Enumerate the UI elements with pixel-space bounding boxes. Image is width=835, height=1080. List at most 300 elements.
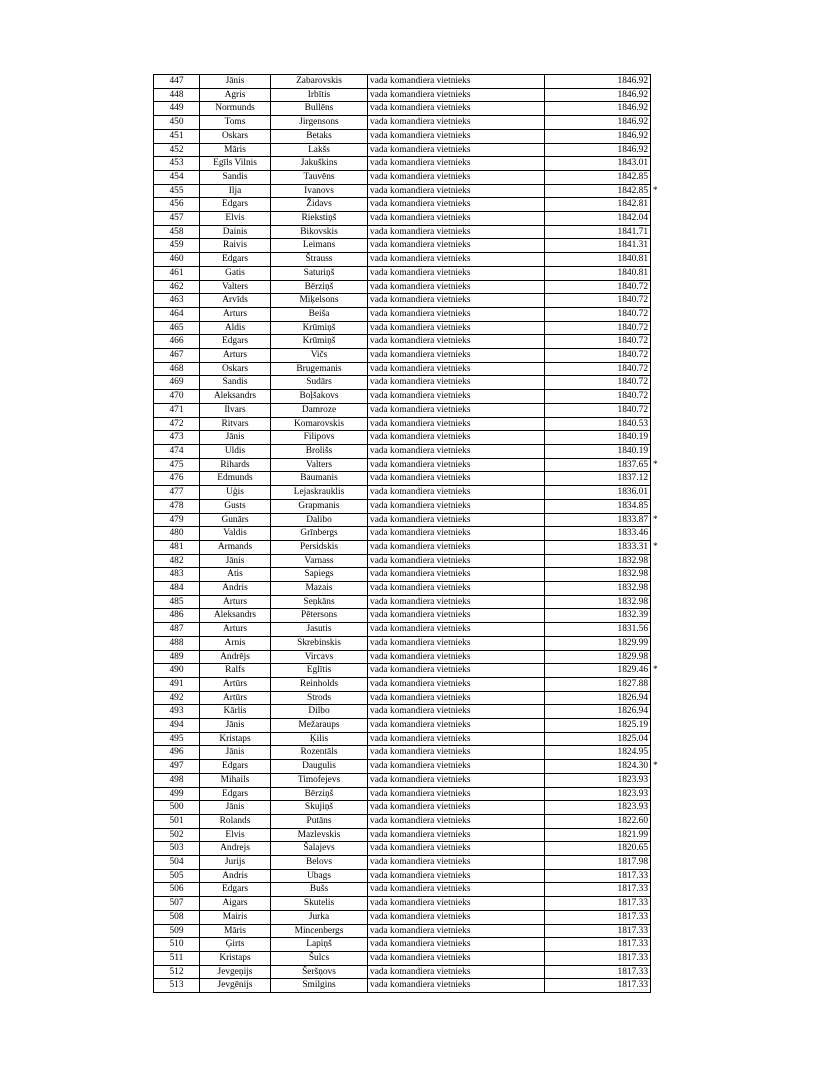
table-row (154, 349, 651, 363)
position-cell (368, 431, 545, 445)
first-name-cell (200, 554, 271, 568)
table-row (154, 170, 651, 184)
score-cell-text: 1846.92 (617, 76, 648, 86)
row-number (154, 842, 200, 856)
last-name-cell (271, 321, 368, 335)
first-name-cell-text: Arvīds (222, 295, 248, 306)
position-cell-text: vada komandiera vietnieks (370, 925, 471, 936)
score-cell-text: 1837.65 (617, 459, 648, 470)
table-row (154, 403, 651, 417)
table-row (154, 88, 651, 102)
first-name-cell-text: Māris (224, 925, 246, 936)
score-cell (545, 266, 651, 280)
last-name-cell-text: Dalibo (306, 514, 332, 525)
position-cell-text: vada komandiera vietnieks (370, 514, 471, 525)
last-name-cell (271, 623, 368, 637)
last-name-cell-text: Mazlevskis (297, 829, 341, 840)
first-name-cell (200, 540, 271, 554)
row-number-text: 503 (169, 843, 184, 854)
row-number (154, 938, 200, 952)
score-cell-text: 1833.46 (617, 528, 648, 539)
score-cell-text: 1817.33 (617, 870, 648, 881)
row-number-text: 509 (169, 925, 184, 936)
table-row (154, 513, 651, 527)
table-row (154, 499, 651, 513)
score-cell-text: 1817.33 (617, 898, 648, 909)
position-cell (368, 664, 545, 678)
row-number-text: 484 (169, 583, 184, 594)
position-cell-text: vada komandiera vietnieks (370, 980, 471, 991)
row-number-text: 476 (169, 473, 184, 484)
score-cell-text: 1846.92 (617, 89, 648, 100)
table-row (154, 677, 651, 691)
last-name-cell-text: Varnass (304, 555, 334, 566)
row-number (154, 184, 200, 198)
row-number (154, 170, 200, 184)
row-number (154, 88, 200, 102)
score-cell (545, 568, 651, 582)
first-name-cell (200, 582, 271, 596)
first-name-cell-text: Jānis (225, 555, 245, 566)
table-row (154, 143, 651, 157)
first-name-cell (200, 979, 271, 993)
last-name-cell (271, 390, 368, 404)
last-name-cell-text: Leimans (302, 240, 336, 251)
last-name-cell-text: Ķilis (309, 733, 329, 744)
score-cell-text: 1833.87 (617, 514, 648, 525)
position-cell (368, 472, 545, 486)
last-name-cell-text: Strods (307, 692, 331, 703)
first-name-cell (200, 924, 271, 938)
row-number (154, 732, 200, 746)
first-name-cell-text: Arturs (223, 596, 247, 607)
position-cell-text: vada komandiera vietnieks (370, 377, 471, 388)
row-number (154, 403, 200, 417)
last-name-cell-text: Ivanovs (304, 185, 334, 196)
row-number-text: 485 (169, 596, 184, 607)
score-cell (545, 582, 651, 596)
first-name-cell-text: Jānis (225, 432, 245, 443)
last-name-cell-text: Šulcs (308, 953, 330, 963)
row-number (154, 705, 200, 719)
row-number (154, 979, 200, 993)
score-cell-text: 1817.33 (617, 966, 648, 977)
last-name-cell (271, 157, 368, 171)
last-name-cell-text: Mincenbergs (294, 925, 344, 936)
position-cell (368, 157, 545, 171)
score-cell-text: 1821.99 (617, 829, 648, 840)
last-name-cell (271, 403, 368, 417)
first-name-cell (200, 746, 271, 760)
table-row (154, 897, 651, 911)
position-cell-text: vada komandiera vietnieks (370, 596, 471, 607)
score-cell (545, 842, 651, 856)
table-row (154, 266, 651, 280)
first-name-cell-text: Kārlis (223, 706, 247, 717)
position-cell-text: vada komandiera vietnieks (370, 500, 471, 511)
score-cell (545, 705, 651, 719)
score-cell (545, 719, 651, 733)
position-cell (368, 225, 545, 239)
first-name-cell (200, 609, 271, 623)
score-cell-text: 1834.85 (617, 500, 648, 511)
first-name-cell (200, 787, 271, 801)
position-cell-text: vada komandiera vietnieks (370, 267, 471, 278)
score-cell (545, 472, 651, 486)
row-number (154, 787, 200, 801)
first-name-cell (200, 842, 271, 856)
last-name-cell (271, 773, 368, 787)
score-cell-text: 1841.71 (617, 226, 648, 237)
row-number (154, 568, 200, 582)
score-cell-text: 1840.72 (617, 308, 648, 319)
row-number (154, 390, 200, 404)
last-name-cell-text: Betaks (306, 130, 332, 141)
row-number (154, 869, 200, 883)
first-name-cell (200, 472, 271, 486)
table-row (154, 856, 651, 870)
score-cell (545, 239, 651, 253)
row-number-text: 469 (169, 377, 184, 388)
row-number-text: 506 (169, 884, 184, 895)
table-row (154, 116, 651, 130)
score-cell-text: 1846.92 (617, 103, 648, 114)
first-name-cell-text: Oskars (221, 363, 249, 374)
table-row (154, 979, 651, 993)
first-name-cell-text: Elvis (225, 829, 245, 840)
position-cell (368, 636, 545, 650)
first-name-cell (200, 212, 271, 226)
first-name-cell-text: Mairis (222, 911, 248, 922)
row-number-text: 513 (169, 980, 184, 991)
first-name-cell-text: Rolands (219, 815, 251, 826)
last-name-cell (271, 979, 368, 993)
first-name-cell (200, 513, 271, 527)
position-cell (368, 595, 545, 609)
last-name-cell (271, 499, 368, 513)
first-name-cell-text: Aldis (224, 322, 246, 333)
first-name-cell (200, 321, 271, 335)
score-cell-text: 1820.65 (617, 843, 648, 854)
score-cell (545, 650, 651, 664)
row-number-text: 472 (169, 418, 184, 429)
position-cell-text: vada komandiera vietnieks (370, 76, 471, 86)
position-cell (368, 349, 545, 363)
row-number (154, 814, 200, 828)
last-name-cell (271, 869, 368, 883)
table-row (154, 417, 651, 431)
row-number-text: 494 (169, 720, 184, 731)
score-cell-text: 1817.33 (617, 980, 648, 991)
score-cell (545, 129, 651, 143)
position-cell (368, 705, 545, 719)
last-name-cell-text: Lejaskrauklis (293, 487, 345, 498)
row-number-text: 456 (169, 199, 184, 210)
position-cell-text: vada komandiera vietnieks (370, 747, 471, 758)
position-cell (368, 568, 545, 582)
last-name-cell (271, 458, 368, 472)
score-cell (545, 787, 651, 801)
position-cell (368, 486, 545, 500)
row-number (154, 486, 200, 500)
score-cell-text: 1832.98 (617, 555, 648, 566)
table-row (154, 198, 651, 212)
position-cell (368, 143, 545, 157)
table-row (154, 691, 651, 705)
row-number (154, 910, 200, 924)
position-cell-text: vada komandiera vietnieks (370, 281, 471, 292)
position-cell-text: vada komandiera vietnieks (370, 788, 471, 799)
position-cell (368, 938, 545, 952)
score-cell-text: 1837.12 (617, 473, 648, 484)
score-cell-text: 1817.33 (617, 939, 648, 950)
last-name-cell (271, 527, 368, 541)
row-number-text: 454 (169, 171, 184, 182)
row-number (154, 431, 200, 445)
row-number (154, 664, 200, 678)
table-row (154, 431, 651, 445)
row-number (154, 321, 200, 335)
first-name-cell-text: Jānis (225, 747, 245, 758)
table-row (154, 705, 651, 719)
table-row (154, 280, 651, 294)
last-name-cell (271, 952, 368, 966)
last-name-cell (271, 582, 368, 596)
score-cell (545, 403, 651, 417)
row-number-text: 465 (169, 322, 184, 333)
first-name-cell-text: Arnis (224, 637, 246, 648)
position-cell (368, 910, 545, 924)
score-cell (545, 486, 651, 500)
table-row (154, 869, 651, 883)
position-cell (368, 965, 545, 979)
row-number-text: 491 (169, 678, 184, 689)
position-cell (368, 527, 545, 541)
last-name-cell-text: Bullēns (304, 103, 334, 114)
first-name-cell (200, 143, 271, 157)
ranking-table-body (154, 75, 658, 993)
last-name-cell (271, 719, 368, 733)
first-name-cell-text: Edgars (221, 199, 249, 210)
position-cell (368, 75, 545, 89)
first-name-cell (200, 390, 271, 404)
row-number (154, 897, 200, 911)
position-cell (368, 513, 545, 527)
row-number (154, 212, 200, 226)
row-number-text: 459 (169, 240, 184, 251)
score-cell (545, 335, 651, 349)
table-row (154, 486, 651, 500)
first-name-cell (200, 938, 271, 952)
position-cell (368, 814, 545, 828)
row-number (154, 417, 200, 431)
first-name-cell (200, 732, 271, 746)
last-name-cell (271, 664, 368, 678)
row-number-text: 482 (169, 555, 184, 566)
position-cell-text: vada komandiera vietnieks (370, 432, 471, 443)
table-row (154, 965, 651, 979)
score-cell (545, 362, 651, 376)
table-row (154, 623, 651, 637)
position-cell-text: vada komandiera vietnieks (370, 158, 471, 169)
last-name-cell-text: Zabarovskis (296, 76, 342, 86)
first-name-cell (200, 403, 271, 417)
first-name-cell (200, 568, 271, 582)
last-name-cell-text: Eglītis (306, 665, 332, 676)
last-name-cell (271, 349, 368, 363)
first-name-cell-text: Arturs (223, 624, 247, 635)
last-name-cell-text: Lapiņš (306, 939, 332, 950)
last-name-cell (271, 307, 368, 321)
last-name-cell-text: Krūmiņš (302, 322, 336, 333)
position-cell-text: vada komandiera vietnieks (370, 404, 471, 415)
row-number (154, 746, 200, 760)
position-cell (368, 719, 545, 733)
first-name-cell-text: Edgars (221, 254, 249, 265)
score-cell (545, 390, 651, 404)
position-cell-text: vada komandiera vietnieks (370, 870, 471, 881)
first-name-cell-text: Dainis (222, 226, 248, 237)
last-name-cell (271, 801, 368, 815)
first-name-cell-text: Kristaps (219, 953, 251, 963)
position-cell (368, 403, 545, 417)
table-row (154, 664, 651, 678)
row-number-text: 510 (169, 939, 184, 950)
position-cell-text: vada komandiera vietnieks (370, 678, 471, 689)
table-row (154, 595, 651, 609)
table-row (154, 568, 651, 582)
first-name-cell (200, 280, 271, 294)
row-number (154, 650, 200, 664)
last-name-cell-text: Brolišs (305, 445, 333, 456)
score-cell-text: 1826.94 (617, 706, 648, 717)
score-cell (545, 828, 651, 842)
first-name-cell-text: Elvis (225, 213, 245, 224)
first-name-cell (200, 417, 271, 431)
last-name-cell-text: Židavs (306, 199, 332, 210)
position-cell-text: vada komandiera vietnieks (370, 665, 471, 676)
position-cell-text: vada komandiera vietnieks (370, 911, 471, 922)
row-number-text: 449 (169, 103, 184, 114)
row-number-text: 461 (169, 267, 184, 278)
score-cell-text: 1846.92 (617, 144, 648, 155)
last-name-cell-text: Skrebinskis (297, 637, 341, 648)
row-number (154, 280, 200, 294)
score-cell (545, 307, 651, 321)
first-name-cell (200, 664, 271, 678)
table-row (154, 294, 651, 308)
row-number (154, 129, 200, 143)
row-number-text: 507 (169, 898, 184, 909)
position-cell-text: vada komandiera vietnieks (370, 103, 471, 114)
row-number-text: 480 (169, 528, 184, 539)
position-cell (368, 746, 545, 760)
position-cell-text: vada komandiera vietnieks (370, 171, 471, 182)
last-name-cell (271, 335, 368, 349)
row-number-text: 502 (169, 829, 184, 840)
row-number-text: 450 (169, 117, 184, 128)
score-cell (545, 540, 658, 554)
row-number-text: 470 (169, 391, 184, 402)
position-cell (368, 828, 545, 842)
score-cell-text: 1832.98 (617, 569, 648, 580)
row-number-text: 447 (169, 76, 184, 86)
score-cell (545, 75, 651, 89)
score-cell-text: 1829.99 (617, 637, 648, 648)
score-cell (545, 965, 651, 979)
row-number-text: 460 (169, 254, 184, 265)
table-row (154, 444, 651, 458)
first-name-cell (200, 239, 271, 253)
first-name-cell (200, 444, 271, 458)
first-name-cell (200, 691, 271, 705)
position-cell (368, 582, 545, 596)
score-cell (545, 664, 658, 678)
last-name-cell-text: Šalajevs (303, 843, 335, 854)
row-number (154, 540, 200, 554)
table-row (154, 335, 651, 349)
position-cell-text: vada komandiera vietnieks (370, 322, 471, 333)
first-name-cell-text: Jurijs (224, 857, 246, 868)
row-number (154, 582, 200, 596)
first-name-cell-text: Māris (224, 144, 246, 155)
last-name-cell (271, 143, 368, 157)
row-number-text: 452 (169, 144, 184, 155)
score-cell (545, 170, 651, 184)
table-row (154, 773, 651, 787)
position-cell (368, 170, 545, 184)
score-cell-text: 1841.31 (617, 240, 648, 251)
last-name-cell-text: Skutelis (303, 898, 335, 909)
score-cell (545, 924, 651, 938)
last-name-cell (271, 760, 368, 774)
position-cell (368, 198, 545, 212)
first-name-cell-text: Arturs (223, 308, 247, 319)
position-cell-text: vada komandiera vietnieks (370, 857, 471, 868)
last-name-cell-text: Persidskis (299, 541, 339, 552)
position-cell-text: vada komandiera vietnieks (370, 240, 471, 251)
score-cell (545, 773, 651, 787)
score-cell (545, 376, 651, 390)
last-name-cell-text: Krūmiņš (302, 336, 336, 347)
last-name-cell (271, 924, 368, 938)
score-cell-text: 1843.01 (617, 158, 648, 169)
last-name-cell (271, 746, 368, 760)
row-number-text: 492 (169, 692, 184, 703)
row-number-text: 512 (169, 966, 184, 977)
last-name-cell (271, 362, 368, 376)
row-number-text: 489 (169, 651, 184, 662)
row-number-text: 474 (169, 445, 184, 456)
last-name-cell (271, 897, 368, 911)
last-name-cell-text: Filipovs (303, 432, 335, 443)
position-cell-text: vada komandiera vietnieks (370, 130, 471, 141)
first-name-cell (200, 760, 271, 774)
position-cell (368, 307, 545, 321)
row-number (154, 883, 200, 897)
last-name-cell (271, 705, 368, 719)
last-name-cell (271, 253, 368, 267)
asterisk-mark: * (653, 185, 658, 196)
position-cell (368, 924, 545, 938)
asterisk-mark: * (653, 514, 658, 525)
table-row (154, 184, 651, 198)
first-name-cell (200, 897, 271, 911)
score-cell (545, 157, 651, 171)
position-cell (368, 979, 545, 993)
last-name-cell-text: Irbītis (307, 89, 331, 100)
first-name-cell-text: Agris (224, 89, 246, 100)
